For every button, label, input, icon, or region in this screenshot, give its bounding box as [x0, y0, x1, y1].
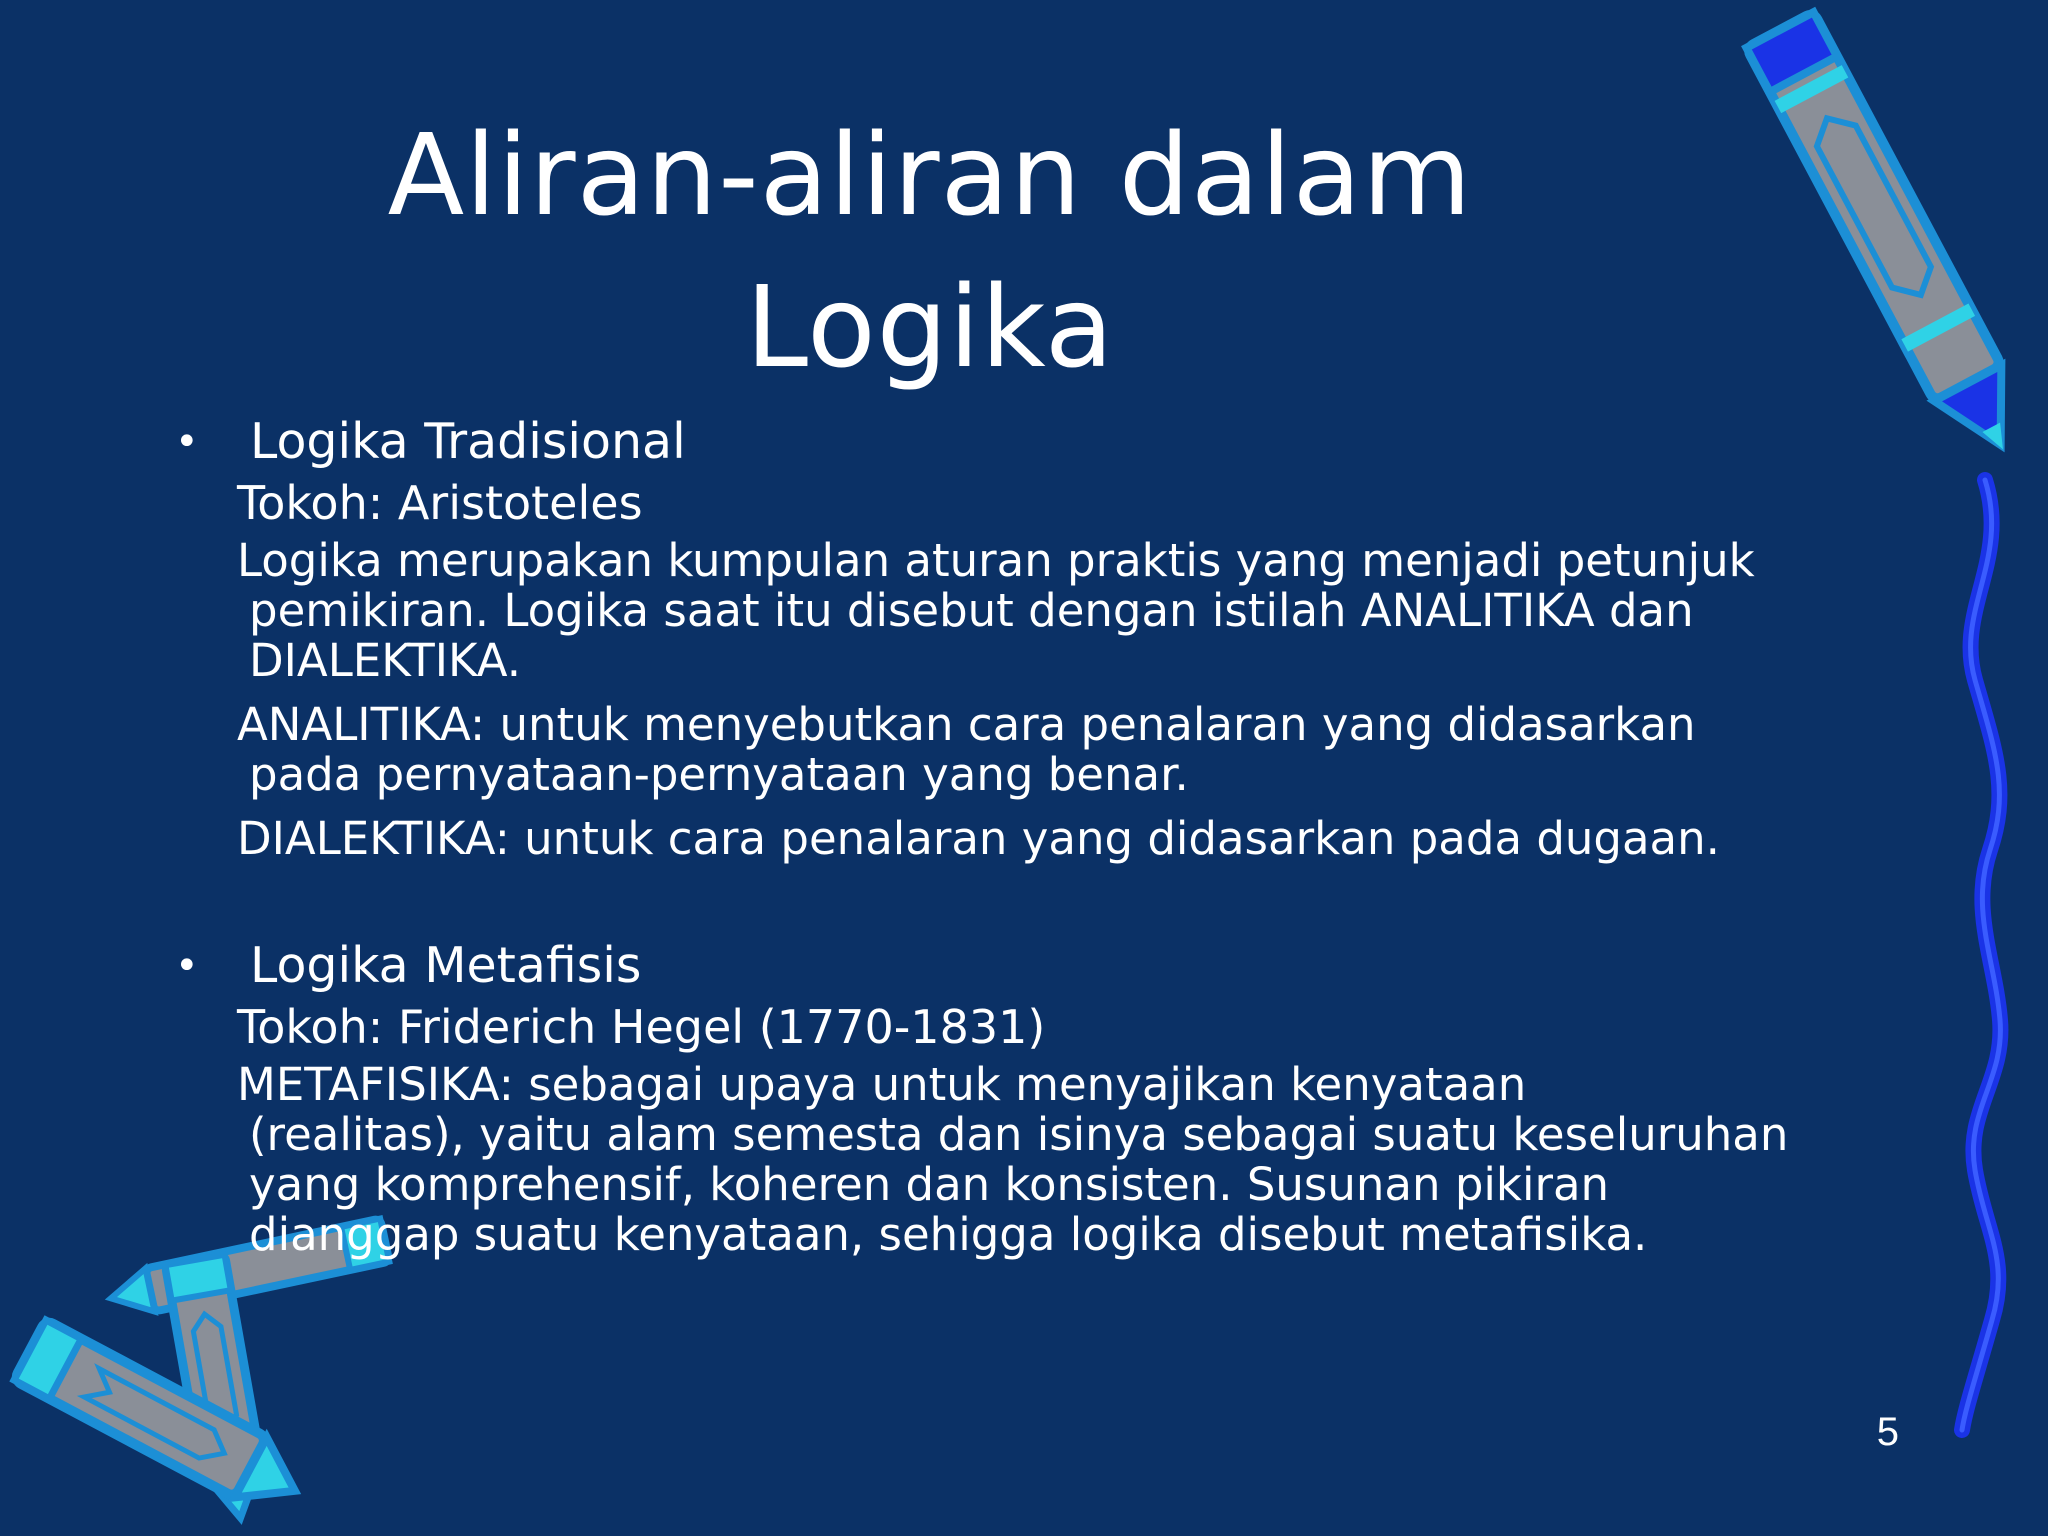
paragraph-line: pemikiran. Logika saat itu disebut dengan istilah ANALITIKA dan [249, 584, 1694, 637]
bullet-icon: • [175, 943, 199, 989]
title-line-2: Logika [745, 263, 1115, 393]
paragraph-line: METAFISIKA: sebagai upaya untuk menyajikan kenyataan [237, 1058, 1527, 1111]
paragraph [175, 1060, 1855, 1260]
paragraph-line: DIALEKTIKA. [249, 634, 521, 687]
section-logika-tradisional [175, 410, 1855, 864]
paragraph [175, 700, 1855, 800]
bullet-item [175, 934, 1855, 998]
title-line-1: Aliran-aliran dalam [387, 111, 1473, 241]
paragraph-line: ANALITIKA: untuk menyebutkan cara penalaran yang didasarkan [237, 698, 1696, 751]
tokoh-line: Tokoh: Aristoteles [237, 476, 643, 530]
section-logika-metafisis [175, 934, 1855, 1260]
paragraph-line: DIALEKTIKA: untuk cara penalaran yang didasarkan pada dugaan. [237, 812, 1720, 865]
bullet-heading: Logika Tradisional [250, 413, 686, 470]
slide-title [330, 100, 1530, 404]
bullet-heading: Logika Metafisis [250, 937, 642, 994]
paragraph-line: Logika merupakan kumpulan aturan praktis yang menjadi petunjuk [237, 534, 1755, 587]
paragraph [175, 536, 1855, 686]
paragraph-line: dianggap suatu kenyataan, sehigga logika disebut metafisika. [249, 1208, 1648, 1261]
page-number: 5 [1876, 1410, 1899, 1454]
slide-content [175, 410, 1855, 1260]
paragraph-line: yang komprehensif, koheren dan konsisten. Susunan pikiran [249, 1158, 1610, 1211]
paragraph-line: pada pernyataan-pernyataan yang benar. [249, 748, 1189, 801]
bullet-icon: • [175, 419, 199, 465]
tokoh-line: Tokoh: Friderich Hegel (1770-1831) [237, 1000, 1046, 1054]
paragraph-line: (realitas), yaitu alam semesta dan isinya sebagai suatu keseluruhan [249, 1108, 1789, 1161]
bullet-item [175, 410, 1855, 474]
paragraph [175, 814, 1855, 864]
